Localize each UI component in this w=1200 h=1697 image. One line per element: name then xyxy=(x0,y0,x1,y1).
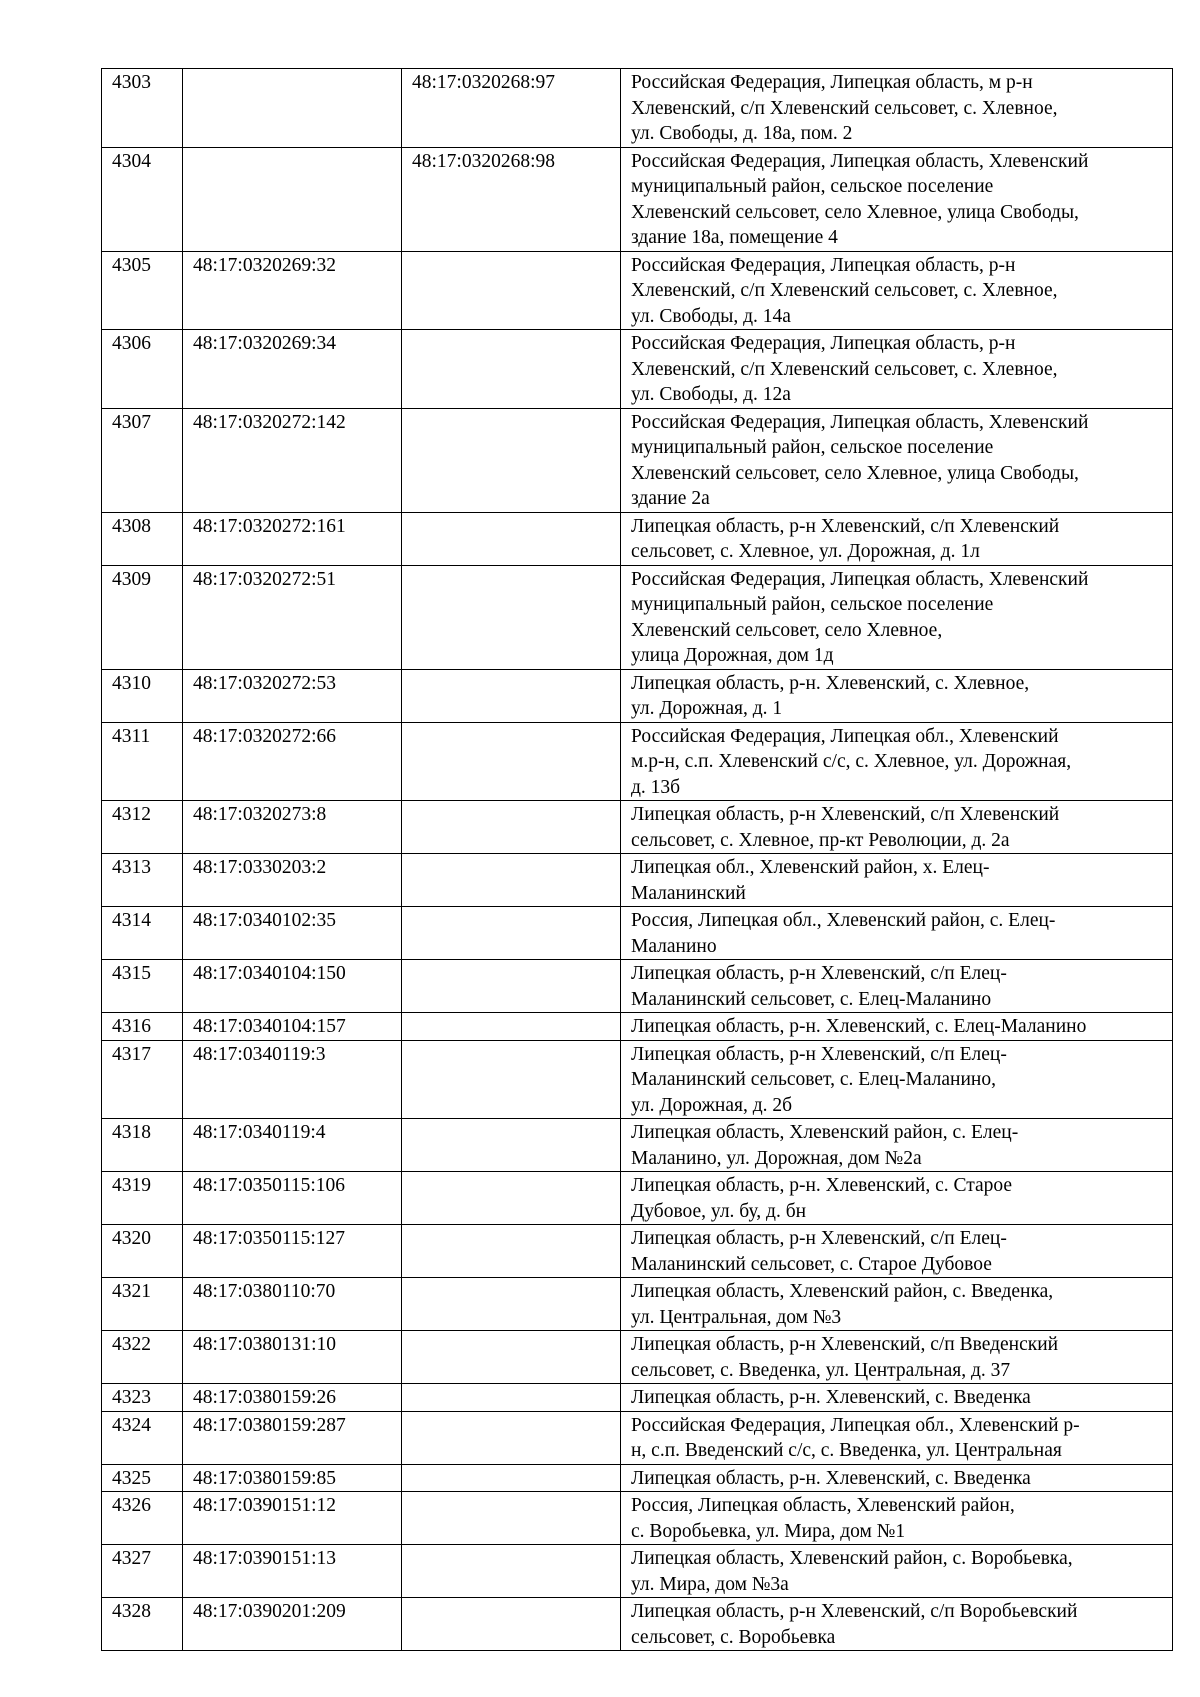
cadastral-number-cell: 48:17:0330203:2 xyxy=(183,854,402,907)
address-cell: Липецкая область, р-н Хлевенский, с/п Елец- Маланинский сельсовет, с. Елец-Маланино xyxy=(621,960,1173,1013)
row-number-cell: 4315 xyxy=(102,960,183,1013)
cadastral-number-cell: 48:17:0350115:127 xyxy=(183,1225,402,1278)
table-row xyxy=(102,960,1173,1013)
premises-cadastral-number-cell xyxy=(402,960,621,1013)
address-cell: Россия, Липецкая область, Хлевенский район, с. Воробьевка, ул. Мира, дом №1 xyxy=(621,1492,1173,1545)
premises-cadastral-number-cell xyxy=(402,669,621,722)
table-row xyxy=(102,801,1173,854)
address-cell: Липецкая область, р-н Хлевенский, с/п Введенский сельсовет, с. Введенка, ул. Центральная, д. 37 xyxy=(621,1331,1173,1384)
table-row xyxy=(102,147,1173,251)
premises-cadastral-number-cell xyxy=(402,1119,621,1172)
table-row xyxy=(102,1598,1173,1651)
cadastral-number-cell: 48:17:0380159:85 xyxy=(183,1464,402,1492)
address-cell: Липецкая область, р-н. Хлевенский, с. Хлевное, ул. Дорожная, д. 1 xyxy=(621,669,1173,722)
cadastral-number-cell: 48:17:0380110:70 xyxy=(183,1278,402,1331)
address-cell: Российская Федерация, Липецкая область, р-н Хлевенский, с/п Хлевенский сельсовет, с. Хлевное, ул. Свободы, д. 12а xyxy=(621,330,1173,409)
row-number-cell: 4311 xyxy=(102,722,183,801)
table-row xyxy=(102,1331,1173,1384)
address-cell: Российская Федерация, Липецкая область, м р-н Хлевенский, с/п Хлевенский сельсовет, с. Хлевное, ул. Свободы, д. 18а, пом. 2 xyxy=(621,69,1173,148)
address-cell: Липецкая область, р-н Хлевенский, с/п Елец- Маланинский сельсовет, с. Старое Дубовое xyxy=(621,1225,1173,1278)
address-cell: Российская Федерация, Липецкая область, р-н Хлевенский, с/п Хлевенский сельсовет, с. Хлевное, ул. Свободы, д. 14а xyxy=(621,251,1173,330)
cadastral-number-cell: 48:17:0380159:26 xyxy=(183,1384,402,1412)
premises-cadastral-number-cell xyxy=(402,251,621,330)
row-number-cell: 4309 xyxy=(102,565,183,669)
table-row xyxy=(102,1464,1173,1492)
cadastral-number-cell: 48:17:0380159:287 xyxy=(183,1411,402,1464)
table-row xyxy=(102,1545,1173,1598)
row-number-cell: 4319 xyxy=(102,1172,183,1225)
address-cell: Липецкая область, Хлевенский район, с. Воробьевка, ул. Мира, дом №3а xyxy=(621,1545,1173,1598)
address-cell: Липецкая область, р-н. Хлевенский, с. Введенка xyxy=(621,1384,1173,1412)
cadastral-number-cell xyxy=(183,69,402,148)
table-row xyxy=(102,722,1173,801)
cadastral-number-cell xyxy=(183,147,402,251)
premises-cadastral-number-cell xyxy=(402,1545,621,1598)
table-row xyxy=(102,512,1173,565)
row-number-cell: 4321 xyxy=(102,1278,183,1331)
table-row xyxy=(102,1225,1173,1278)
premises-cadastral-number-cell: 48:17:0320268:98 xyxy=(402,147,621,251)
table-row xyxy=(102,1172,1173,1225)
premises-cadastral-number-cell xyxy=(402,854,621,907)
row-number-cell: 4326 xyxy=(102,1492,183,1545)
premises-cadastral-number-cell xyxy=(402,1411,621,1464)
row-number-cell: 4313 xyxy=(102,854,183,907)
row-number-cell: 4320 xyxy=(102,1225,183,1278)
address-cell: Липецкая область, Хлевенский район, с. Елец- Маланино, ул. Дорожная, дом №2а xyxy=(621,1119,1173,1172)
cadastral-number-cell: 48:17:0340119:3 xyxy=(183,1040,402,1119)
table-row xyxy=(102,1119,1173,1172)
row-number-cell: 4328 xyxy=(102,1598,183,1651)
row-number-cell: 4316 xyxy=(102,1013,183,1041)
premises-cadastral-number-cell xyxy=(402,1172,621,1225)
premises-cadastral-number-cell: 48:17:0320268:97 xyxy=(402,69,621,148)
premises-cadastral-number-cell xyxy=(402,1040,621,1119)
address-cell: Липецкая область, р-н. Хлевенский, с. Введенка xyxy=(621,1464,1173,1492)
cadastral-number-cell: 48:17:0320272:161 xyxy=(183,512,402,565)
premises-cadastral-number-cell xyxy=(402,722,621,801)
row-number-cell: 4308 xyxy=(102,512,183,565)
premises-cadastral-number-cell xyxy=(402,1278,621,1331)
cadastral-number-cell: 48:17:0390151:13 xyxy=(183,1545,402,1598)
table-row xyxy=(102,69,1173,148)
table-row xyxy=(102,251,1173,330)
cadastral-number-cell: 48:17:0320273:8 xyxy=(183,801,402,854)
premises-cadastral-number-cell xyxy=(402,907,621,960)
premises-cadastral-number-cell xyxy=(402,1331,621,1384)
premises-cadastral-number-cell xyxy=(402,1598,621,1651)
address-cell: Липецкая область, р-н. Хлевенский, с. Старое Дубовое, ул. бу, д. бн xyxy=(621,1172,1173,1225)
address-cell: Липецкая область, р-н Хлевенский, с/п Воробьевский сельсовет, с. Воробьевка xyxy=(621,1598,1173,1651)
row-number-cell: 4305 xyxy=(102,251,183,330)
address-cell: Липецкая область, Хлевенский район, с. Введенка, ул. Центральная, дом №3 xyxy=(621,1278,1173,1331)
table-row xyxy=(102,1278,1173,1331)
address-cell: Липецкая область, р-н. Хлевенский, с. Елец-Маланино xyxy=(621,1013,1173,1041)
address-cell: Липецкая область, р-н Хлевенский, с/п Елец- Маланинский сельсовет, с. Елец-Маланино, ул. Дорожная, д. 2б xyxy=(621,1040,1173,1119)
address-cell: Российская Федерация, Липецкая обл., Хлевенский р- н, с.п. Введенский с/с, с. Введенка, ул. Центральная xyxy=(621,1411,1173,1464)
address-cell: Россия, Липецкая обл., Хлевенский район, с. Елец- Маланино xyxy=(621,907,1173,960)
premises-cadastral-number-cell xyxy=(402,1464,621,1492)
row-number-cell: 4324 xyxy=(102,1411,183,1464)
address-cell: Российская Федерация, Липецкая обл., Хлевенский м.р-н, с.п. Хлевенский с/с, с. Хлевное, ул. Дорожная, д. 13б xyxy=(621,722,1173,801)
row-number-cell: 4306 xyxy=(102,330,183,409)
table-row xyxy=(102,1492,1173,1545)
table-row xyxy=(102,669,1173,722)
address-cell: Российская Федерация, Липецкая область, Хлевенский муниципальный район, сельское поселение Хлевенский сельсовет, село Хлевное, улица Дорожная, дом 1д xyxy=(621,565,1173,669)
address-cell: Липецкая область, р-н Хлевенский, с/п Хлевенский сельсовет, с. Хлевное, ул. Дорожная, д. 1л xyxy=(621,512,1173,565)
premises-cadastral-number-cell xyxy=(402,1013,621,1041)
cadastral-number-cell: 48:17:0390151:12 xyxy=(183,1492,402,1545)
cadastral-number-cell: 48:17:0350115:106 xyxy=(183,1172,402,1225)
row-number-cell: 4314 xyxy=(102,907,183,960)
table-row xyxy=(102,565,1173,669)
premises-cadastral-number-cell xyxy=(402,512,621,565)
row-number-cell: 4310 xyxy=(102,669,183,722)
cadastral-number-cell: 48:17:0320272:66 xyxy=(183,722,402,801)
premises-cadastral-number-cell xyxy=(402,1492,621,1545)
cadastral-number-cell: 48:17:0340102:35 xyxy=(183,907,402,960)
table-row xyxy=(102,907,1173,960)
row-number-cell: 4327 xyxy=(102,1545,183,1598)
premises-cadastral-number-cell xyxy=(402,1384,621,1412)
premises-cadastral-number-cell xyxy=(402,565,621,669)
row-number-cell: 4317 xyxy=(102,1040,183,1119)
cadastral-number-cell: 48:17:0320269:32 xyxy=(183,251,402,330)
premises-cadastral-number-cell xyxy=(402,330,621,409)
registry-table xyxy=(101,68,1173,1651)
cadastral-number-cell: 48:17:0340119:4 xyxy=(183,1119,402,1172)
cadastral-number-cell: 48:17:0320272:142 xyxy=(183,408,402,512)
cadastral-number-cell: 48:17:0380131:10 xyxy=(183,1331,402,1384)
table-row xyxy=(102,1013,1173,1041)
cadastral-number-cell: 48:17:0320269:34 xyxy=(183,330,402,409)
row-number-cell: 4322 xyxy=(102,1331,183,1384)
address-cell: Липецкая обл., Хлевенский район, х. Елец- Маланинский xyxy=(621,854,1173,907)
table-row xyxy=(102,854,1173,907)
row-number-cell: 4325 xyxy=(102,1464,183,1492)
cadastral-number-cell: 48:17:0320272:53 xyxy=(183,669,402,722)
premises-cadastral-number-cell xyxy=(402,408,621,512)
address-cell: Липецкая область, р-н Хлевенский, с/п Хлевенский сельсовет, с. Хлевное, пр-кт Революции, д. 2а xyxy=(621,801,1173,854)
row-number-cell: 4318 xyxy=(102,1119,183,1172)
cadastral-number-cell: 48:17:0340104:150 xyxy=(183,960,402,1013)
row-number-cell: 4307 xyxy=(102,408,183,512)
table-row xyxy=(102,1411,1173,1464)
table-row xyxy=(102,330,1173,409)
cadastral-number-cell: 48:17:0340104:157 xyxy=(183,1013,402,1041)
premises-cadastral-number-cell xyxy=(402,801,621,854)
registry-table-body xyxy=(102,69,1173,1651)
cadastral-number-cell: 48:17:0320272:51 xyxy=(183,565,402,669)
table-row xyxy=(102,408,1173,512)
row-number-cell: 4323 xyxy=(102,1384,183,1412)
address-cell: Российская Федерация, Липецкая область, Хлевенский муниципальный район, сельское поселение Хлевенский сельсовет, село Хлевное, улица Свободы, здание 2а xyxy=(621,408,1173,512)
table-row xyxy=(102,1384,1173,1412)
row-number-cell: 4304 xyxy=(102,147,183,251)
row-number-cell: 4303 xyxy=(102,69,183,148)
row-number-cell: 4312 xyxy=(102,801,183,854)
table-row xyxy=(102,1040,1173,1119)
cadastral-number-cell: 48:17:0390201:209 xyxy=(183,1598,402,1651)
address-cell: Российская Федерация, Липецкая область, Хлевенский муниципальный район, сельское поселение Хлевенский сельсовет, село Хлевное, улица Свободы, здание 18а, помещение 4 xyxy=(621,147,1173,251)
premises-cadastral-number-cell xyxy=(402,1225,621,1278)
